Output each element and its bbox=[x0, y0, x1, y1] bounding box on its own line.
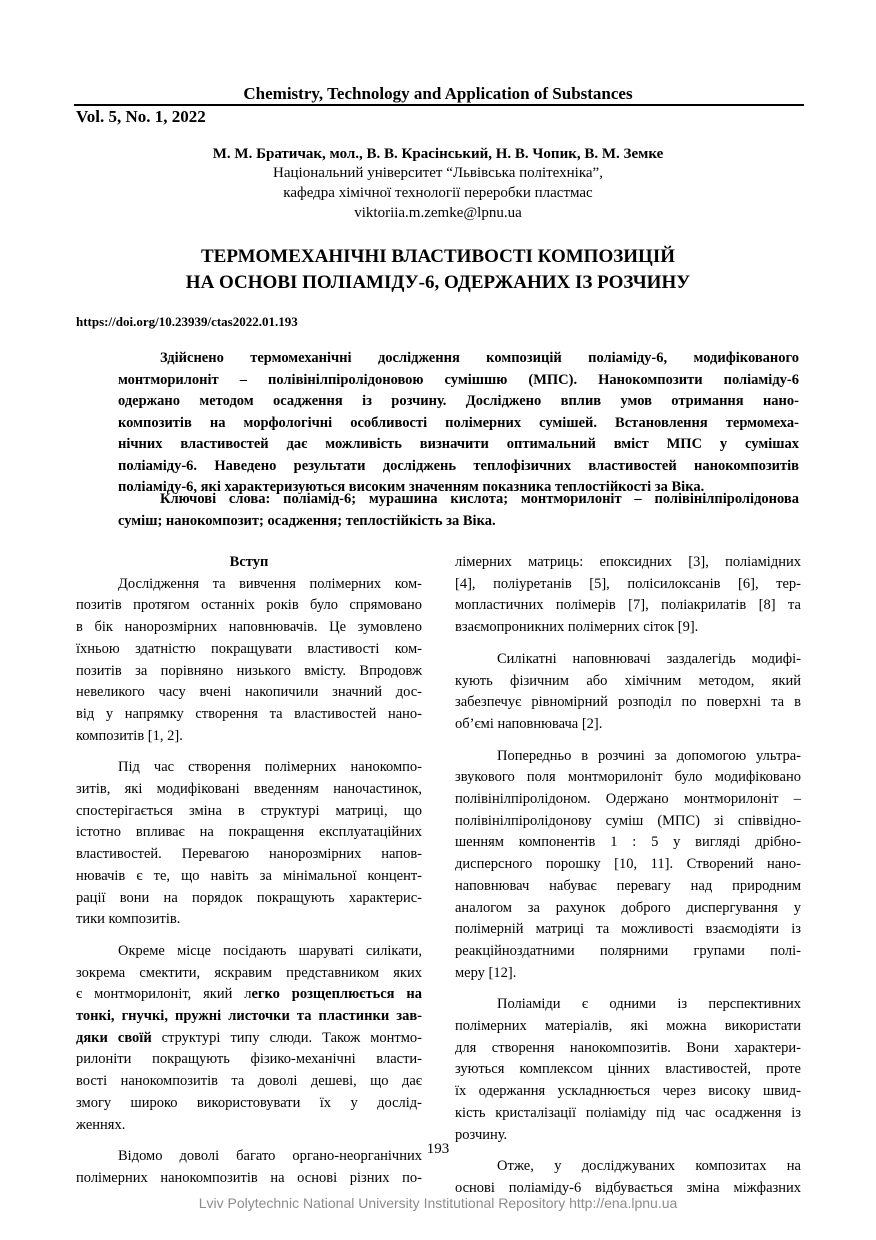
text-line: тонкі, гнучкі, пружні листочки та пластинки зав- bbox=[76, 1008, 422, 1025]
paragraph bbox=[455, 746, 801, 985]
text-line: лімерних матриць: епоксидних [3], поліамідних bbox=[455, 554, 801, 570]
doi-link[interactable]: https://doi.org/10.23939/ctas2022.01.193 bbox=[76, 314, 298, 329]
left-column bbox=[76, 552, 422, 1190]
text-line: полівінілпіролідоном. Одержано монтморилоніт – bbox=[455, 791, 801, 808]
text-line: рилоніти покращують фізико-механічні власти- bbox=[76, 1051, 422, 1068]
text-line: тики композитів. bbox=[76, 911, 181, 928]
text-line: Попередньо в розчині за допомогою ультра- bbox=[497, 747, 801, 764]
text-line: змогу широко використовувати їх у дослід- bbox=[76, 1094, 422, 1111]
text-line: властивостей. Перевагою нанорозмірних напов- bbox=[76, 846, 422, 863]
page-number: 193 bbox=[426, 1141, 450, 1157]
text-line: від у напрямку створення та властивостей нано- bbox=[76, 705, 422, 722]
text-line: об’ємі наповнювача [2]. bbox=[455, 715, 603, 732]
text-line: Окреме місце посідають шаруваті силікати, bbox=[118, 942, 422, 959]
abstract bbox=[118, 348, 799, 499]
text-line: наповнювач набуває перевагу над природним bbox=[455, 877, 801, 894]
text-line: позитів за порівняно низького вмісту. Впродовж bbox=[76, 662, 422, 679]
text-line: забезпечує рівномірний розподіл по поверхні та в bbox=[455, 694, 801, 711]
repository-footer[interactable]: Lviv Polytechnic National University Institutional Repository http://ena.lpnu.ua bbox=[198, 1195, 678, 1211]
paragraph bbox=[76, 757, 422, 931]
text-line: нювачів є те, що навіть за мінімальної концент- bbox=[76, 867, 422, 884]
abstract-line: композитів на морфологічні особливості полімерних сумішей. Встановлення термомеха- bbox=[118, 414, 799, 431]
bold-segment: егко розщеплюється на bbox=[251, 986, 423, 1003]
text-line: аналогом за рахунок доброго диспергування у bbox=[455, 899, 801, 916]
text-line: Поліаміди є одними із перспективних bbox=[497, 996, 801, 1013]
text-line: полімерній матриці та можливості взаємодіяти із bbox=[455, 921, 801, 938]
text-line: реакційноздатними полярними групами полі- bbox=[455, 942, 801, 959]
text-line: [4], поліуретанів [5], полісилоксанів [6], тер- bbox=[455, 575, 801, 592]
section-heading-intro: Вступ bbox=[229, 554, 269, 570]
author-email[interactable]: viktoriia.m.zemke@lpnu.ua bbox=[354, 205, 522, 221]
text-line: для створення нанокомпозитів. Вони характери- bbox=[455, 1039, 801, 1056]
text-segment: структурі типу слюди. Також монтмо- bbox=[151, 1029, 422, 1046]
volume-info: Vol. 5, No. 1, 2022 bbox=[76, 107, 206, 126]
text-line: Отже, у досліджуваних композитах на bbox=[497, 1158, 801, 1175]
text-line: зокрема смектити, яскравим представником яких bbox=[76, 964, 422, 981]
journal-title: Chemistry, Technology and Application of Substances bbox=[243, 84, 633, 103]
text-line: женнях. bbox=[76, 1116, 126, 1133]
paragraph bbox=[455, 649, 801, 736]
text-line: зуються комплексом цінних властивостей, проте bbox=[455, 1061, 801, 1078]
text-line: мопластичних полімерів [7], поліакрилатів [8] та bbox=[455, 597, 801, 614]
text-line: зитів, які модифіковані введенням наночастинок, bbox=[76, 781, 422, 798]
abstract-line: Здійснено термомеханічні дослідження композицій поліаміду-6, модифікованого bbox=[160, 350, 799, 366]
affiliation-department: кафедра хімічної технології переробки пластмас bbox=[283, 185, 593, 201]
text-line: їх одержання ускладнюється через високу швид- bbox=[455, 1083, 801, 1100]
article-title-line-2: НА ОСНОВІ ПОЛІАМІДУ-6, ОДЕРЖАНИХ ІЗ РОЗЧИНУ bbox=[185, 272, 691, 293]
text-line: полівінілпіролідонову суміш (МПС) зі співвідно- bbox=[455, 812, 801, 829]
paragraph bbox=[76, 941, 422, 1136]
text-line: в бік нанорозмірних наповнювачів. Це зумовлено bbox=[76, 619, 422, 636]
text-line: Відомо доволі багато органо-неорганічних bbox=[118, 1148, 422, 1165]
text-line: рації вони на порядок покращують характерис- bbox=[76, 889, 422, 906]
bold-segment: дяки своїй bbox=[76, 1029, 152, 1046]
abstract-line: монтморилоніт – полівінілпіролідоновою сумішшю (МПС). Нанокомпозити поліаміду-6 bbox=[118, 371, 799, 388]
text-line: розчину. bbox=[455, 1126, 508, 1143]
text-line bbox=[76, 1028, 422, 1050]
paragraph bbox=[455, 1156, 801, 1199]
text-line: взаємопроникних полімерних сіток [9]. bbox=[455, 619, 699, 636]
article-title-line-1: ТЕРМОМЕХАНІЧНІ ВЛАСТИВОСТІ КОМПОЗИЦІЙ bbox=[201, 246, 675, 267]
text-line: невеликого часу вчені накопичили значний дос- bbox=[76, 684, 422, 701]
text-line: композитів [1, 2]. bbox=[76, 727, 183, 744]
text-line: меру [12]. bbox=[455, 964, 517, 981]
text-segment: є монтморилоніт, який л bbox=[76, 986, 252, 1003]
text-line: Дослідження та вивчення полімерних ком- bbox=[118, 575, 422, 592]
right-column bbox=[455, 552, 801, 1200]
text-line: позитів протягом останніх років було спрямовано bbox=[76, 597, 422, 614]
text-line: їхньою здатністю покращувати властивості ком- bbox=[76, 640, 422, 657]
text-line: Під час створення полімерних нанокомпо- bbox=[118, 759, 422, 776]
text-line: полімерних нанокомпозитів на основі різних по- bbox=[76, 1169, 422, 1186]
keywords-line: суміш; нанокомпозит; осадження; теплостійкість за Віка. bbox=[118, 512, 496, 529]
paragraph bbox=[455, 994, 801, 1146]
keywords bbox=[118, 489, 799, 532]
text-line: звукового поля монтморилоніт було модифіковано bbox=[455, 769, 801, 786]
text-line: шенням компонентів 1 : 5 у вигляді дрібно- bbox=[455, 834, 801, 851]
header-rule bbox=[74, 104, 804, 106]
text-line: вості нанокомпозитів та доволі дешеві, що дає bbox=[76, 1073, 422, 1090]
text-line: полімерних матеріалів, які можна використати bbox=[455, 1018, 801, 1035]
text-line: Силікатні наповнювачі заздалегідь модифі- bbox=[497, 650, 801, 667]
abstract-line: поліаміду-6. Наведено результати досліджень теплофізичних властивостей нанокомпозитів bbox=[118, 457, 799, 474]
text-line: дисперсного порошку [10, 11]. Створений нано- bbox=[455, 856, 801, 873]
text-line: кують фізичним або хімічним методом, який bbox=[455, 672, 801, 689]
text-line: кість кристалізації поліаміду під час осадження із bbox=[455, 1104, 801, 1121]
abstract-line: нічних властивостей дає можливість визначити оптимальний вміст МПС у сумішах bbox=[118, 436, 799, 452]
text-line: спостерігається зміна в структурі матриці, що bbox=[76, 802, 422, 819]
text-line bbox=[76, 984, 422, 1006]
abstract-line: поліаміду-6, які характеризуються високим значенням показника теплостійкості за Віка. bbox=[118, 479, 705, 495]
paragraph bbox=[455, 552, 801, 639]
abstract-line: одержано методом осадження із розчину. Досліджено вплив умов отримання нано- bbox=[118, 393, 799, 409]
affiliation-university: Національний університет “Львівська політехніка”, bbox=[273, 165, 603, 181]
keywords-line: Ключові слова: поліамід-6; мурашина кислота; монтморилоніт – полівінілпіролідонова bbox=[160, 491, 799, 507]
text-line: істотно впливає на покращення експлуатаційних bbox=[76, 824, 422, 841]
paragraph bbox=[76, 574, 422, 748]
text-line: основі поліаміду-6 відбувається зміна міжфазних bbox=[455, 1179, 801, 1196]
authors: М. М. Братичак, мол., В. В. Красінський, Н. В. Чопик, В. М. Земке bbox=[212, 146, 664, 162]
